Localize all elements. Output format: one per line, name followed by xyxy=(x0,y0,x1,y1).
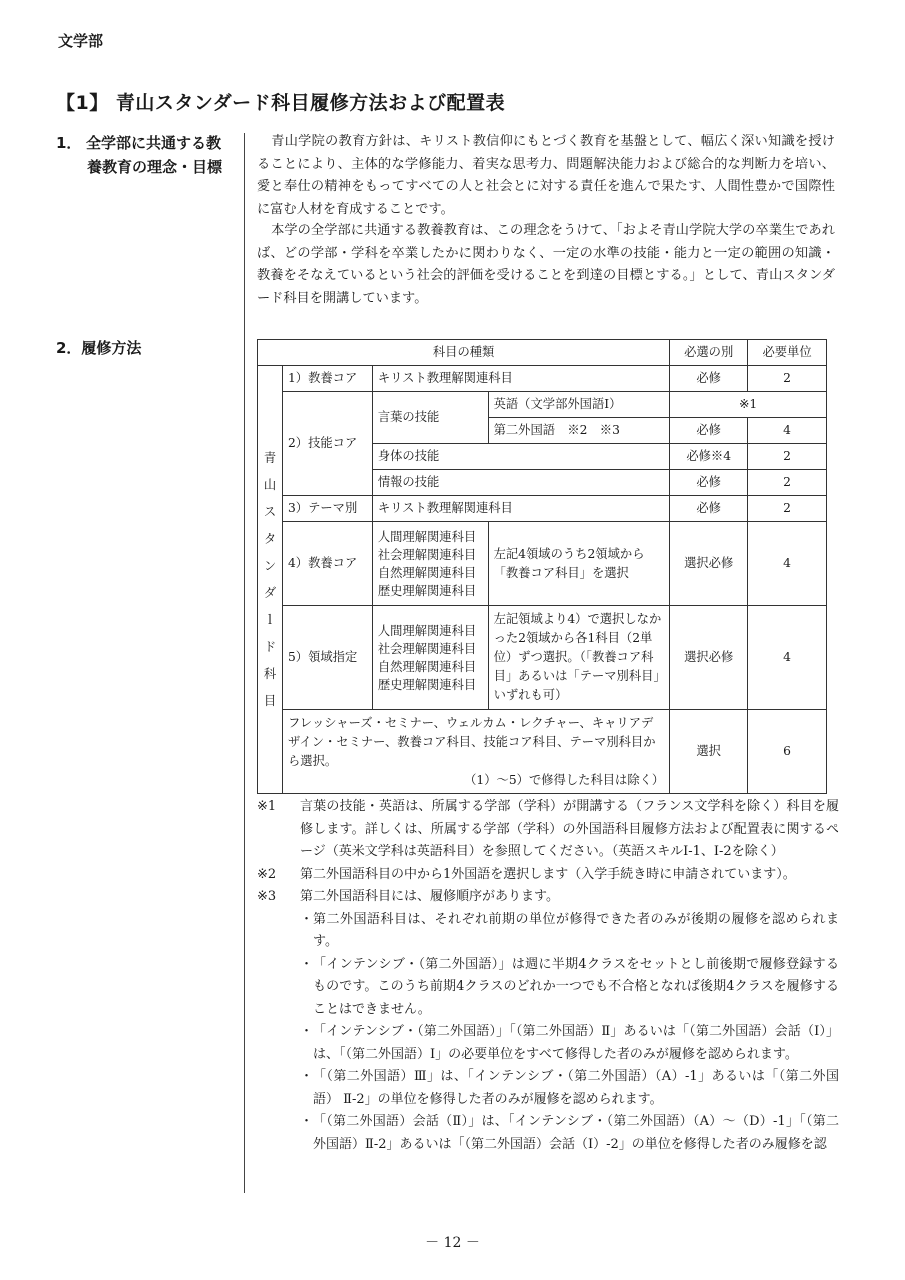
units-cell: 2 xyxy=(748,366,827,392)
department-label: 文学部 xyxy=(58,32,104,50)
note-mark: ※2 xyxy=(257,866,277,882)
required-cell: 選択必修 xyxy=(670,522,748,606)
category-cell: 5）領域指定 xyxy=(282,606,372,710)
bullet-text: 「（第二外国語）Ⅲ」は、「インテンシブ・（第二外国語）（A）-1」あるいは「（第二外国語） Ⅱ-2」の単位を修得した者のみが履修を認められます。 xyxy=(313,1069,839,1107)
bullet-text: 「インテンシブ・（第二外国語）」は週に半期4クラスをセットとし前後期で履修登録するものです。このうち前期4クラスのどれか一つでも不合格となれば後期4クラスを履修することはできません。 xyxy=(313,956,839,1017)
field-item: 歴史理解関連科目 xyxy=(377,677,477,692)
bullet-mark: ・ xyxy=(300,956,314,972)
vertical-char: ド xyxy=(263,639,277,654)
units-cell: 2 xyxy=(748,470,827,496)
note-1 xyxy=(257,796,839,864)
section1-paragraph1-text: 青山学院の教育方針は、キリスト教信仰にもとづく教育を基盤として、幅広く深い知識を授けることにより、主体的な学修能力、着実な思考力、問題解決能力および総合的な判断力を培い、愛と奉仕の精神をもってすべての人と社会とに対する責任を進んで果たす、人間性豊かで国際性に富む人材を育成することです。 xyxy=(257,134,835,217)
notes-section xyxy=(257,796,839,1156)
bullet-mark: ・ xyxy=(300,1114,314,1129)
table-row xyxy=(258,710,827,794)
subject-cell: 第二外国語 ※2 ※3 xyxy=(488,418,670,444)
note-3 xyxy=(257,886,839,909)
note-2 xyxy=(257,864,839,887)
bullet-text: 「（第二外国語）会話（Ⅱ）」は、「インテンシブ・（第二外国語）（A）～（D）-1」「（第二外国語）Ⅱ-2」あるいは「（第二外国語）会話（Ⅰ）-2」の単位を修得した者のみ履修を認 xyxy=(313,1114,839,1152)
note-text: 言葉の技能・英語は、所属する学部（学科）が開講する（フランス文学科を除く）科目を履修します。詳しくは、所属する学部（学科）の外国語科目履修方法および配置表に関するページ（英米文学科は英語科目）を参照してください。（英語スキルⅠ-1、Ⅰ-2を除く） xyxy=(300,799,839,859)
category-cell: 3）テーマ別 xyxy=(282,496,372,522)
bullet-text: 「インテンシブ・（第二外国語）」「（第二外国語）Ⅱ」あるいは「（第二外国語）会話（Ⅰ）」は、「（第二外国語）Ⅰ」の必要単位をすべて修得した者のみが履修を認められます。 xyxy=(313,1024,839,1062)
units-cell: 4 xyxy=(748,418,827,444)
bullet-item xyxy=(300,954,839,1022)
section1-paragraph2 xyxy=(257,220,835,310)
required-cell: 必修 xyxy=(670,496,748,522)
subject-cell: キリスト教理解関連科目 xyxy=(372,496,669,522)
note-ref-cell: ※1 xyxy=(670,392,827,418)
vertical-char: ダ xyxy=(263,585,277,600)
bullet-item xyxy=(300,1021,839,1066)
field-item: 人間理解関連科目 xyxy=(377,529,477,544)
section1-number: 1． xyxy=(56,134,82,152)
page-number: － 12 － xyxy=(425,1235,480,1251)
table-row xyxy=(258,392,827,418)
bullet-mark: ・ xyxy=(300,1024,314,1039)
note-text: 第二外国語科目には、履修順序があります。 xyxy=(300,889,559,904)
bullet-item xyxy=(300,1111,839,1156)
field-item: 歴史理解関連科目 xyxy=(377,583,477,598)
category-cell: 2）技能コア xyxy=(282,392,372,496)
description-cell xyxy=(282,710,669,794)
bullet-text: 第二外国語科目は、それぞれ前期の単位が修得できた者のみが後期の履修を認められます。 xyxy=(313,911,839,949)
vertical-char: ン xyxy=(263,558,277,573)
header-required: 必選の別 xyxy=(670,340,748,366)
note-3-bullets xyxy=(257,909,839,1157)
page-title: 【1】 青山スタンダード科目履修方法および配置表 xyxy=(56,92,506,114)
subject-cell: 身体の技能 xyxy=(372,444,669,470)
field-item: 自然理解関連科目 xyxy=(377,565,477,580)
vertical-char: 目 xyxy=(263,693,277,708)
vertical-char: ス xyxy=(263,504,277,519)
bullet-mark: ・ xyxy=(300,1069,314,1084)
note-mark: ※3 xyxy=(257,889,277,904)
field-item: 自然理解関連科目 xyxy=(377,659,477,674)
field-item: 社会理解関連科目 xyxy=(377,547,477,562)
description-cell: 左記4領域のうち2領域から「教養コア科目」を選択 xyxy=(488,522,670,606)
category-cell: 4）教養コア xyxy=(282,522,372,606)
subject-cell: キリスト教理解関連科目 xyxy=(372,366,669,392)
vertical-char: タ xyxy=(263,531,277,546)
vertical-char: 青 xyxy=(263,450,277,465)
note-text: 第二外国語科目の中から1外国語を選択します（入学手続き時に申請されています）。 xyxy=(300,866,796,882)
required-cell: 必修 xyxy=(670,366,748,392)
section1-paragraph2-text: 本学の全学部に共通する教養教育は、この理念をうけて、「およそ青山学院大学の卒業生であれば、どの学部・学科を卒業したかに関わりなく、一定の水準の技能・能力と一定の範囲の知識・教養をそなえているという社会的評価を受けることを到達の目標とする。」として、青山スタンダード科目を開講しています。 xyxy=(257,223,835,306)
vertical-char: 科 xyxy=(263,666,277,681)
required-cell: 必修 xyxy=(670,418,748,444)
table-header-row xyxy=(258,340,827,366)
units-cell: 2 xyxy=(748,444,827,470)
header-units: 必要単位 xyxy=(748,340,827,366)
field-item: 社会理解関連科目 xyxy=(377,641,477,656)
selection-note: （1）～5）で修得した科目は除く） xyxy=(464,772,665,787)
vertical-char: ｌ xyxy=(263,612,277,627)
subject-cell: 情報の技能 xyxy=(372,470,669,496)
bullet-mark: ・ xyxy=(300,911,314,927)
bullet-item xyxy=(300,909,839,954)
section2-title: 2．履修方法 xyxy=(56,339,142,357)
description-cell: 左記領域より4）で選択しなかった2領域から各1科目（2単位）ずつ選択。（「教養コア科目」あるいは「テーマ別科目」いずれも可） xyxy=(488,606,670,710)
bullet-item xyxy=(300,1066,839,1111)
vertical-label xyxy=(258,366,283,794)
table-row xyxy=(258,496,827,522)
required-cell: 選択 xyxy=(670,710,748,794)
note-mark: ※1 xyxy=(257,799,277,814)
subject-cell: 英語（文学部外国語Ⅰ） xyxy=(488,392,670,418)
section1-title-line1: 全学部に共通する教 xyxy=(86,134,222,152)
column-divider xyxy=(244,133,245,1193)
selection-description: フレッシャーズ・セミナー、ウェルカム・レクチャー、キャリアデザイン・セミナー、教養コア科目、技能コア科目、テーマ別科目から選択。 xyxy=(287,715,656,768)
units-cell: 6 xyxy=(748,710,827,794)
course-table xyxy=(257,339,827,794)
section1-title-line2: 養教育の理念・目標 xyxy=(87,158,223,176)
subcategory-cell: 言葉の技能 xyxy=(372,392,488,444)
table-row xyxy=(258,366,827,392)
table-row xyxy=(258,522,827,606)
field-list-cell xyxy=(372,522,488,606)
header-type: 科目の種類 xyxy=(258,340,670,366)
section1-paragraph1 xyxy=(257,131,835,221)
category-cell: 1）教養コア xyxy=(282,366,372,392)
units-cell: 2 xyxy=(748,496,827,522)
table-row xyxy=(258,606,827,710)
section1-title xyxy=(56,131,241,179)
required-cell: 必修※4 xyxy=(670,444,748,470)
required-cell: 必修 xyxy=(670,470,748,496)
field-item: 人間理解関連科目 xyxy=(377,623,477,638)
field-list-cell xyxy=(372,606,488,710)
required-cell: 選択必修 xyxy=(670,606,748,710)
units-cell: 4 xyxy=(748,606,827,710)
units-cell: 4 xyxy=(748,522,827,606)
vertical-char: 山 xyxy=(263,477,277,492)
